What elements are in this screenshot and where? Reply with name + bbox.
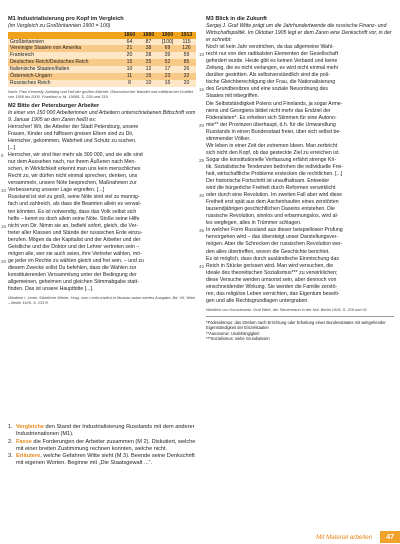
task-item xyxy=(8,453,196,468)
text-line: ge jeder im Rechte zu wählen gleich und frei sein, – und zu 20 xyxy=(1,257,144,264)
text-line: helfe – kennt es doch allein seine Nöte. Stoße seine Hilfe xyxy=(8,215,140,222)
text-line: Russlands in einen Bundesstaat freier, über sich selbst be- xyxy=(206,128,341,135)
table-cell-country: Frankreich xyxy=(8,52,120,59)
m1-source-note: Nach: Paul Kennedy, Aufstieg und Fall der großen Mächte. Ökonomischer Wandel und militärischer Konflikt von 1500 bis 2000, Frankfurt a. M. 19895, S. 239 und 319 xyxy=(8,88,193,99)
table-cell: 126 xyxy=(177,45,196,52)
text-line: [...] xyxy=(8,145,16,152)
table-cell-country: Italienische Staaten/Italien xyxy=(8,66,120,73)
text-line: ten könnten. Es ist notwendig, dass das Volk selbst sich xyxy=(8,208,137,215)
text-line: tausendjährigen geschichtlichen Daseins entstehen. Die xyxy=(206,206,335,213)
table-header-row xyxy=(8,32,196,39)
table-cell: 23 xyxy=(158,73,177,80)
line-number: 15 xyxy=(199,87,205,93)
text-line: tik. Sozialistische Tendenzen bedrohen die individuelle Frei- xyxy=(206,163,344,170)
text-line: darüber gestritten. Als selbstverständlich sind die poli- xyxy=(206,72,330,79)
text-line: gen und alle Rechtsgrundlagen untergraben. xyxy=(206,297,309,304)
table-cell: 59 xyxy=(177,52,196,59)
footnote: ***Sozialismus: siehe Grundwissen xyxy=(206,336,270,342)
footnote-divider xyxy=(206,316,394,317)
text-line: Der historische Fortschritt ist unaufhaltsam. Entweder xyxy=(206,178,330,185)
text-line: Noch ist kein Jahr verstrichen, da das allgemeine Wahl- xyxy=(206,44,334,51)
text-line: fach und zahlreich, als dass die Beamten allein es verwal- xyxy=(8,201,142,208)
text-line: mie** der Provinzen überhaupt, d.h. für die Umwandlung 20 xyxy=(199,121,336,128)
task-text: den Stand der Industrialisierung Russlands mit dem anderer Industrienationen (M1). xyxy=(16,424,195,438)
task-text: , welche Gefahren Witte sieht (M 3). Beende seine Denkschrift mit eigenen Worten. Beginne mit „Die Staatsgewalt ...“. xyxy=(16,453,195,467)
text-line: stimmender Völker. xyxy=(206,135,251,142)
text-line: mögen alle, wer sie auch seien, ihre Vertreter wählen, mö- xyxy=(8,250,142,257)
page-footer xyxy=(206,530,400,544)
text-line: Recht zu, wir dürfen nicht einmal sprechen, denken, uns xyxy=(8,173,138,180)
m3-source: Wladimir von Korostowetz, Graf Witte, der Steuermann in der Not, Berlin 1929, S. 209 und 41 xyxy=(206,306,367,312)
table-cell-country: Vereinigte Staaten von Amerika xyxy=(8,45,120,52)
text-line: Reich in Stücke gerissen wird. Man wird versuchen, die 40 xyxy=(199,262,334,269)
page-number: 47 xyxy=(380,531,400,543)
left-column xyxy=(1,16,196,306)
text-line: allgemeinen, geheimen und gleichen Stimmabgabe statt- xyxy=(8,278,139,285)
text-line: Herrscher, wir sind hier mehr als 300 000, und sie alle sind 5 xyxy=(1,152,143,159)
line-number: 35 xyxy=(199,228,205,234)
text-line: les wegfegen, alles in Trümmer schlagen. xyxy=(206,220,302,227)
text-line: recht nur von den radikalsten Elementen der Gesellschaft 10 xyxy=(199,51,339,58)
industrialization-table xyxy=(8,32,196,87)
task-text: die Forderungen der Arbeiter zusammen (M 2). Diskutiert, welche mit einer breiten Zustimmung rechnen konnten, welche nicht. xyxy=(16,438,196,452)
text-line: mögen. Aber die Schrecken der russischen Revolution wer- xyxy=(206,241,343,248)
text-line: wird die bürgerliche Freiheit durch Reformen verwirklicht xyxy=(206,185,336,192)
text-line: ren, das religiöse Leben vernichten, das Eigentum beseiti- xyxy=(206,290,340,297)
text-line: Frauen, Kinder und hilflosen greisen Eltern sind zu Dir, xyxy=(8,130,134,137)
table-cell: 26 xyxy=(177,66,196,73)
table-row xyxy=(8,45,196,52)
text-line: schen, in Wirklichkeit erkennt man uns kein menschliches xyxy=(8,166,141,173)
table-row xyxy=(8,80,196,87)
m3-title: M3 Blick in die Zukunft xyxy=(206,16,267,22)
table-cell: [100] xyxy=(158,39,177,46)
m3-body xyxy=(199,44,394,305)
task-item xyxy=(8,439,196,454)
table-cell: 8 xyxy=(120,80,139,87)
text-line: Sogar die konstitutionelle Verfassung erfährt strenge Kri- 25 xyxy=(199,156,337,163)
text-line: Zeitung, die es nicht verlangen, es wird nicht einmal mehr xyxy=(206,65,339,72)
table-header-year: 1913 xyxy=(177,32,196,39)
m1-title: M1 Industrialisierung pro Kopf im Vergleich xyxy=(8,16,124,22)
line-number: 20 xyxy=(1,258,7,264)
table-cell: 85 xyxy=(177,59,196,66)
text-line: finden. Das ist unsere Hauptbitte [...]. xyxy=(8,286,94,293)
task-operator: Vergleiche xyxy=(16,424,44,430)
table-cell: 15 xyxy=(139,73,158,80)
table-cell: 21 xyxy=(120,45,139,52)
table-cell: 10 xyxy=(120,66,139,73)
text-line: Es ist möglich, dass durch ausländische Einmischung das xyxy=(206,255,339,262)
m3-intro: Sergej J. Graf Witte prägt um die Jahrhundertwende die russische Finanz- und Wirtschaftspolitik. Im Oktober 1905 legt er dem Zaren eine Denkschrift vor, in der er schreibt: xyxy=(206,23,392,44)
table-cell: 11 xyxy=(120,73,139,80)
m2-title: M2 Bitte der Petersburger Arbeiter xyxy=(8,102,100,109)
table-cell-country: Österreich-Ungarn xyxy=(8,73,120,80)
line-number: 10 xyxy=(1,188,7,194)
text-line: einschneidender Wirkung. Sie werden die Familie zerstö- xyxy=(206,283,338,290)
table-cell-country: Großbritannien xyxy=(8,39,120,46)
table-cell: 15 xyxy=(158,80,177,87)
text-line: heit, wirtschaftliche Probleme erstecken die rechtlichen. [...] xyxy=(206,170,343,177)
table-cell: 15 xyxy=(120,59,139,66)
task-list xyxy=(8,424,196,468)
text-line: Geistliche und der Doktor und der Lehrer vertreten sein – xyxy=(8,243,140,250)
line-number: 20 xyxy=(199,122,205,128)
table-header-year: 1860 xyxy=(120,32,139,39)
line-number: 5 xyxy=(1,153,4,159)
text-line: gefordert wurde. Heute gibt es keinen Verband und keine xyxy=(206,58,338,65)
table-cell: 25 xyxy=(139,59,158,66)
table-cell: 32 xyxy=(177,73,196,80)
table-cell: 17 xyxy=(158,66,177,73)
table-cell-country: Russisches Reich xyxy=(8,80,120,87)
table-header-year: 1900 xyxy=(158,32,177,39)
line-number: 25 xyxy=(199,157,205,163)
text-line: niens und Georgiens bildet nicht mehr das Endziel der xyxy=(206,107,331,114)
text-line: Staates mit inbegriffen. xyxy=(206,93,259,100)
text-line: russische Revolution, sinnlos und erbarmungslos, wird al- xyxy=(206,213,339,220)
footnote: **Autonomie: Unabhängigkeit xyxy=(206,330,260,336)
table-cell: 28 xyxy=(139,52,158,59)
text-line: Wir leben in einer Zeit der extremen Ideen. Man zerbricht xyxy=(206,142,338,149)
text-line: nur dem Aussehen nach, nur ihrem Äußeren nach Men- xyxy=(8,159,137,166)
text-line: versammeln, unsere Nöte besprechen, Maßnahmen zur xyxy=(8,180,137,187)
text-line: des Grundbesitzes und eine soziale Neuordnung des 15 xyxy=(199,86,328,93)
text-line: berufen. Mögen da der Kapitalist und der Arbeiter und der xyxy=(8,236,141,243)
m2-body xyxy=(1,123,196,293)
table-cell: 20 xyxy=(177,80,196,87)
task-number: 1. xyxy=(8,424,13,430)
text-line: Herrscher, gekommen, Wahrheit und Schutz zu suchen. xyxy=(8,138,137,145)
text-line: In welcher Form Russland aus dieser beispiellosen Prüfung 35 xyxy=(199,227,343,234)
m1-subtitle: (im Vergleich zu Großbritannien 1900 = 100) xyxy=(8,23,111,29)
table-cell: 87 xyxy=(139,39,158,46)
line-number: 30 xyxy=(199,193,205,199)
table-row xyxy=(8,39,196,46)
footnote: *Föderalismus: das Streben nach Errichtung oder Erhaltung eines Bundesstaates mit weitgehender Eigenständigkeit der Einzelstaaten xyxy=(206,319,386,331)
table-cell: 52 xyxy=(158,59,177,66)
section-label: Mit Material arbeiten xyxy=(316,533,373,541)
table-cell: 39 xyxy=(158,52,177,59)
task-operator: Fasse xyxy=(16,438,32,445)
table-cell: 115 xyxy=(177,39,196,46)
table-cell: 10 xyxy=(139,80,158,87)
table-row xyxy=(8,73,196,80)
text-line: nicht von Dir. Nimm sie an, befiehl sofort, gleich, die Ver- 15 xyxy=(1,222,139,229)
line-number: 15 xyxy=(1,223,7,229)
text-line: Föderalisten*. Es erheben sich Stimmen für eine Autono- xyxy=(206,114,337,121)
table-header-year: 1880 xyxy=(139,32,158,39)
table-header-empty xyxy=(8,32,120,39)
table-cell: 38 xyxy=(139,45,158,52)
text-line: diese Versuche werden umsonst sein, aber dennoch von xyxy=(206,276,337,283)
m2-source: Wladimir I. Lenin, Sämtliche Werke. Hrsg. vom Lenin-Institut in Moskau autori-siertes Ausgabe, Bd. VII, Wien – Berlin 1929, S. 233 ff. xyxy=(8,295,196,306)
table-row xyxy=(8,59,196,66)
table-cell: 69 xyxy=(158,45,177,52)
text-line: Verbesserung unserer Lage ergreifen. [...] 10 xyxy=(1,187,105,194)
text-line: den alles übertreffen, wovon die Geschichte berichtet. xyxy=(206,248,330,255)
task-item xyxy=(8,424,196,439)
text-line: Freiheit erst spät aus dem Aschenhaufen eines zerstörten xyxy=(206,199,339,206)
text-line: sich nicht den Kopf, ob das gesteckte Ziel zu erreichen ist. xyxy=(206,149,340,156)
table-cell: 20 xyxy=(120,52,139,59)
table-row xyxy=(8,52,196,59)
line-number: 10 xyxy=(199,52,205,58)
right-column xyxy=(199,16,394,342)
text-line: Herrscher! Wir, die Arbeiter der Stadt Petersburg, unsere xyxy=(8,123,139,130)
text-line: konstituierenden Versammlung unter der Bedingung der xyxy=(8,271,137,278)
task-operator: Erläutere xyxy=(16,453,41,460)
m2-intro: In einer von 150 000 Arbeiterinnen und Arbeitern unterschriebenen Bittschrift vom 9. Januar 1905 an den Zaren heißt es: xyxy=(8,109,196,123)
table-row xyxy=(8,66,196,73)
text-line: hervorgehen wird – das übersteigt unser Darstellungsver- xyxy=(206,234,339,241)
table-cell-country: Deutsches Reich/Deutsches Reich xyxy=(8,59,120,66)
text-line: diesem Zwecke sollst Du befehlen, dass die Wahlen zur xyxy=(8,264,137,271)
text-line: tische Gleichberechtigung der Frau, die Nationalisierung xyxy=(206,79,336,86)
text-line: Die Selbstständigkeit Polens und Finnlands, ja sogar Arme- xyxy=(206,100,343,107)
task-number: 2. xyxy=(8,438,13,445)
text-line: oder durch eine Revolution. Im zweiten Fall aber wird diese 30 xyxy=(199,192,343,199)
table-cell: 12 xyxy=(139,66,158,73)
line-number: 40 xyxy=(199,263,205,269)
task-number: 3. xyxy=(8,453,13,460)
text-line: Ideale des theoretischen Sozialismus*** zu verwirklichen; xyxy=(206,269,338,276)
text-line: Russland ist viel zu groß, seine Nöte sind viel zu mannig- xyxy=(8,194,140,201)
table-cell: 64 xyxy=(120,39,139,46)
text-line: treter aller Klassen und Stände der russischen Erde einzu- xyxy=(8,229,143,236)
